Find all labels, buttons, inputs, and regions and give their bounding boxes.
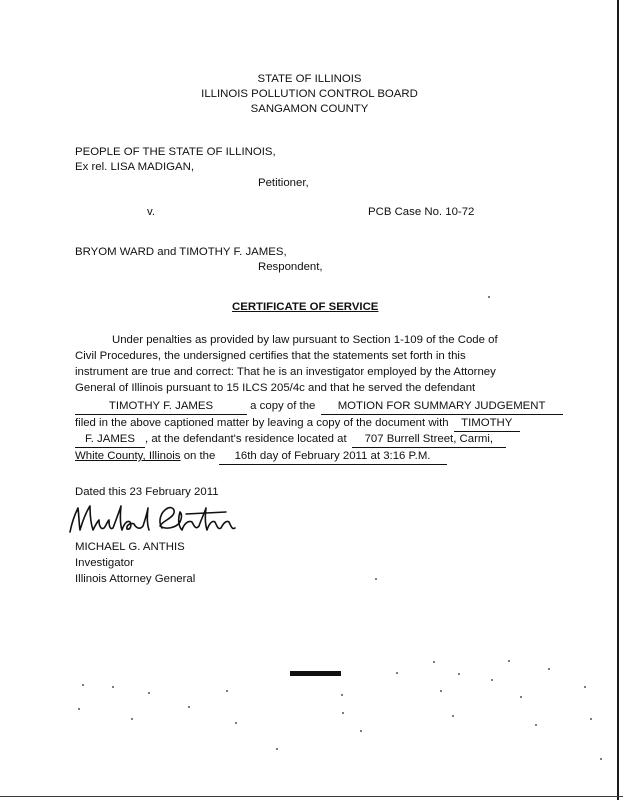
served-party-fill: TIMOTHY F. JAMES (75, 399, 247, 415)
header-state: STATE OF ILLINOIS (257, 73, 362, 85)
scan-speck (235, 722, 237, 724)
scan-edge-right (617, 0, 619, 800)
scan-speck (360, 730, 362, 732)
scan-speck (342, 712, 344, 714)
document-name-fill: MOTION FOR SUMMARY JUDGEMENT (321, 399, 563, 415)
scan-speck (276, 748, 278, 750)
service-datetime-fill: 16th day of February 2011 at 3:16 P.M. (219, 449, 447, 465)
body-line-6 (75, 416, 520, 432)
line6-text: filed in the above captioned matter by leaving a copy of the document with (75, 417, 449, 429)
respondent-role: Respondent, (258, 261, 323, 273)
address-fill-1: 707 Burrell Street, Carmi, (352, 432, 506, 448)
scan-speck (508, 660, 510, 662)
header-county: SANGAMON COUNTY (250, 103, 369, 115)
scan-speck (375, 578, 377, 580)
copy-of-text: a copy of the (250, 400, 316, 412)
body-line-8 (75, 449, 447, 465)
scan-speck (590, 718, 592, 720)
court-header (0, 72, 621, 117)
body-line-2: Civil Procedures, the undersigned certifies that the statements set forth in this (75, 350, 466, 362)
scan-speck (488, 296, 490, 298)
plaintiff-relator: Ex rel. LISA MADIGAN, (75, 161, 195, 173)
defendant-names: BRYOM WARD and TIMOTHY F. JAMES, (75, 246, 287, 258)
scan-speck (188, 706, 190, 708)
scan-speck (82, 684, 84, 686)
scan-speck (600, 758, 602, 760)
versus: v. (147, 206, 156, 218)
handwritten-signature (66, 500, 246, 540)
scan-speck (584, 686, 586, 688)
body-line-3: instrument are true and correct: That he is an investigator employed by the Attorney (75, 366, 496, 378)
scan-speck (131, 718, 133, 720)
body-line-5 (75, 399, 563, 415)
scan-artifact-bar (290, 671, 341, 676)
recipient-fill-1: TIMOTHY (454, 416, 520, 432)
scan-speck (148, 692, 150, 694)
header-board: ILLINOIS POLLUTION CONTROL BOARD (201, 88, 418, 100)
scan-speck (520, 696, 522, 698)
petitioner-role: Petitioner, (258, 177, 309, 189)
scan-speck (440, 690, 442, 692)
scan-edge-bottom (0, 796, 623, 797)
signer-title: Investigator (75, 557, 134, 569)
scan-speck (341, 694, 343, 696)
body-line-7 (75, 432, 506, 448)
plaintiff-name: PEOPLE OF THE STATE OF ILLINOIS, (75, 146, 276, 158)
scan-speck (433, 661, 435, 663)
certificate-title: CERTIFICATE OF SERVICE (232, 301, 379, 313)
scan-speck (535, 724, 537, 726)
dated-line: Dated this 23 February 2011 (75, 486, 219, 498)
scan-speck (112, 686, 114, 688)
scan-speck (458, 673, 460, 675)
scan-speck (548, 668, 550, 670)
signer-name: MICHAEL G. ANTHIS (75, 541, 185, 553)
scan-speck (396, 672, 398, 674)
scan-speck (78, 708, 80, 710)
scan-speck (226, 690, 228, 692)
on-the-text: on the (183, 450, 216, 462)
scan-speck (491, 679, 493, 681)
residence-text: , at the defendant's residence located at (145, 433, 347, 445)
recipient-fill-2: F. JAMES (75, 432, 145, 448)
body-line-4: General of Illinois pursuant to 15 ILCS 205/4c and that he served the defendant (75, 382, 476, 394)
body-line-1: Under penalties as provided by law pursuant to Section 1-109 of the Code of (112, 334, 498, 346)
scan-speck (452, 715, 454, 717)
case-number: PCB Case No. 10-72 (368, 206, 475, 218)
signer-office: Illinois Attorney General (75, 573, 196, 585)
address-fill-2: White County, Illinois (75, 450, 181, 462)
